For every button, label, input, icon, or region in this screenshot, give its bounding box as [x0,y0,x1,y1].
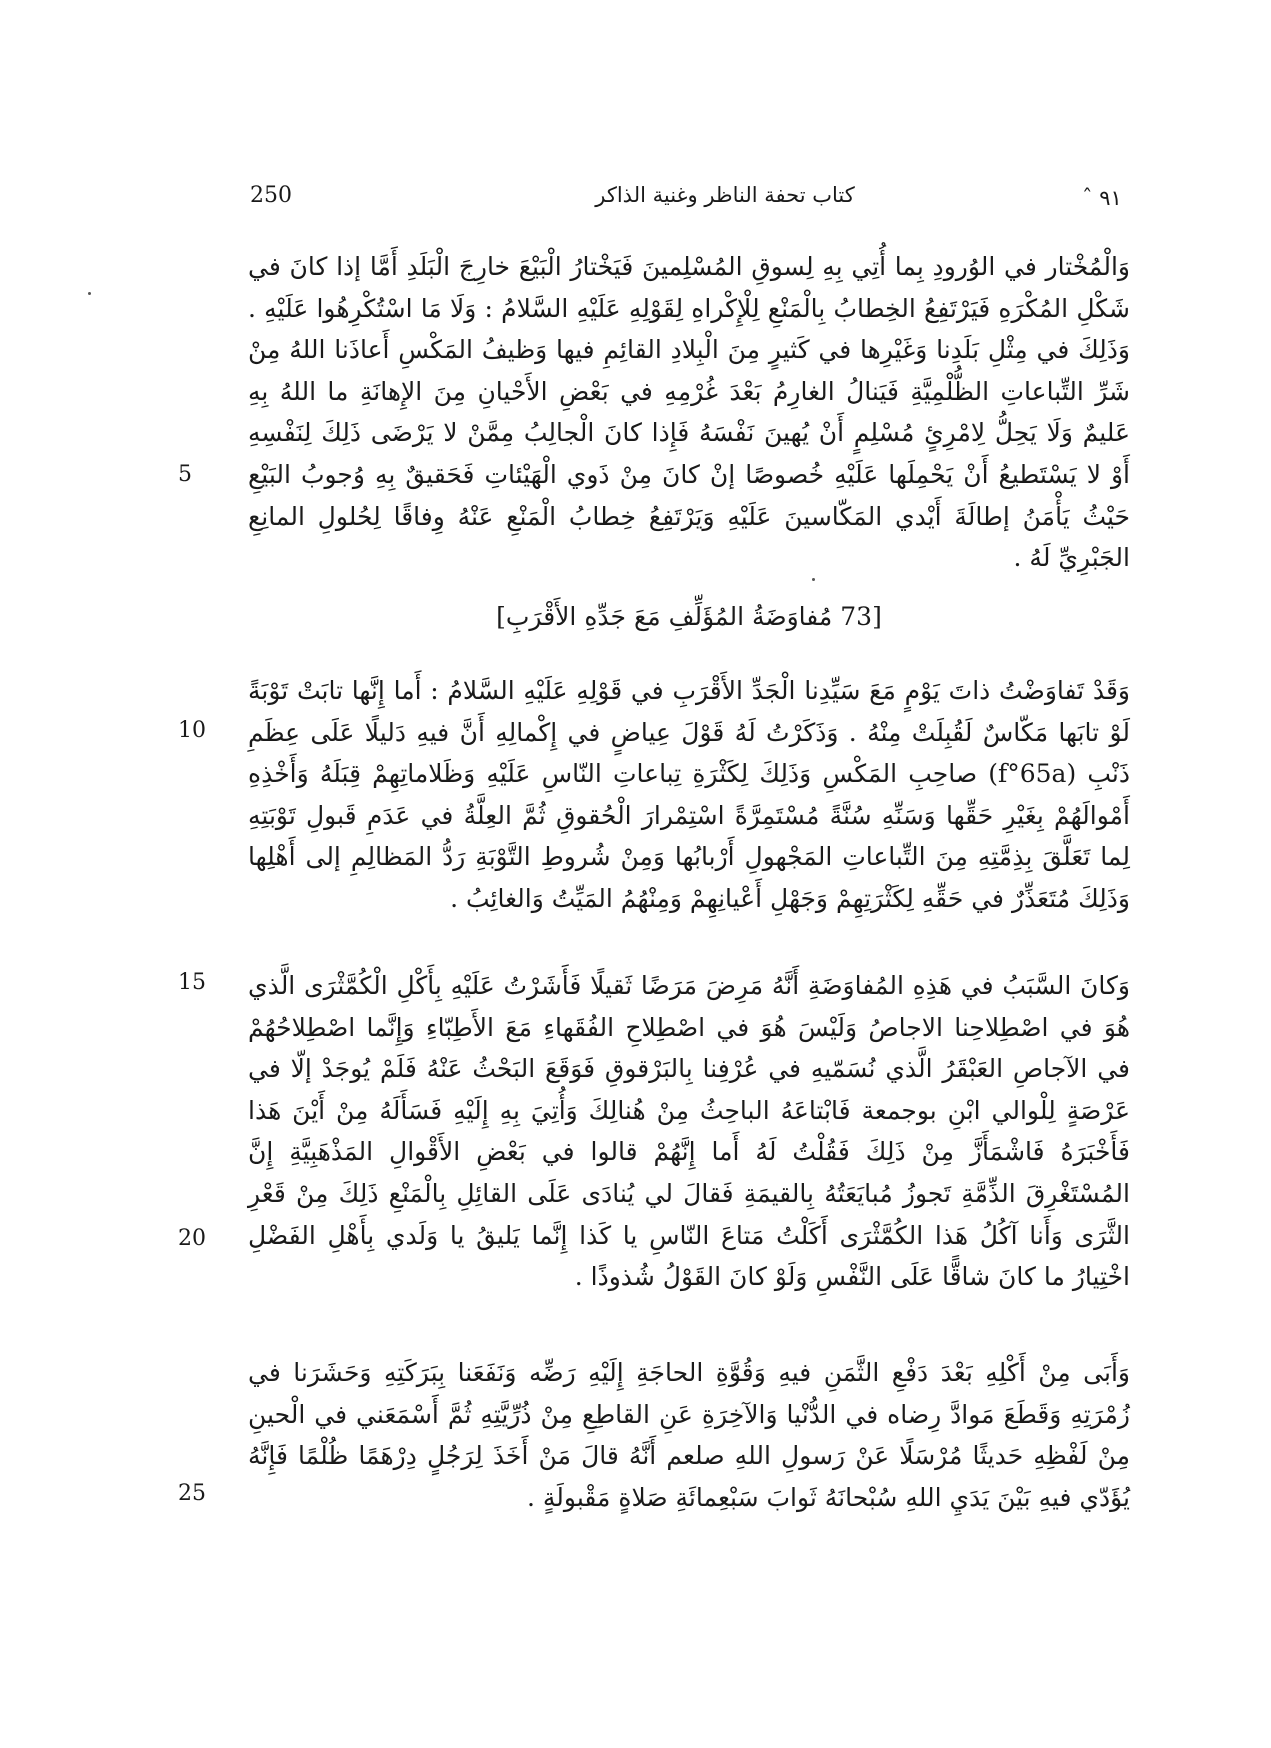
scan-speck [88,292,91,295]
line-number-20: 20 [178,1226,206,1251]
paragraph-1-text: وَالْمُخْتار في الوُرودِ بِما أُتِي بِهِ لِسوقِ المُسْلِمينَ فَيَخْتارُ الْبَيْعَ خارِجَ الْبَلَدِ أَمَّا إذا كانَ في شَكْلِ المُكْرَهِ فَيَرْتَفِعُ الخِطابُ بِالْمَنْعِ لِلْإِكْراهِ لِقَوْلِهِ عَلَيْهِ السَّلامُ : وَلَا مَا اسْتُكْرِهُوا عَلَيْهِ . وَذَلِكَ في مِثْلِ بَلَدِنا وَغَيْرِها في كَثيرٍ مِنَ الْبِلادِ القائِمِ فيها وَظيفُ المَكْسِ أَعاذَنا اللهُ مِنْ شَرِّ التِّباعاتِ الظُّلْمِيَّةِ فَيَنالُ الغارِمُ بَعْدَ غُرْمِهِ في بَعْضِ الأَحْيانِ مِنَ الإِهانَةِ ما اللهُ بِهِ عَليمٌ وَلَا يَحِلُّ لِامْرِئٍ مُسْلِمٍ أَنْ يُهينَ نَفْسَهُ فَإِذا كانَ الْجالِبُ مِمَّنْ لا يَرْضَى ذَلِكَ لِنَفْسِهِ أَوْ لا يَسْتَطيعُ أَنْ يَحْمِلَها عَلَيْهِ خُصوصًا إنْ كانَ مِنْ ذَوي الْهَيْئاتِ فَحَقيقٌ بِهِ وُجوبُ البَيْعِ حَيْثُ يَأْمَنُ إطالَةَ أَيْدي المَكّاسينَ عَلَيْهِ وَيَرْتَفِعُ خِطابُ الْمَنْعِ عَنْهُ وِفاقًا لِحُلولِ المانِعِ الجَبْرِيِّ لَهُ . [248,252,1130,573]
folio: ٩١ ˆ [1082,186,1122,210]
paragraph-3 [248,965,1130,1298]
page-number: 250 [250,183,292,208]
paragraph-4 [248,1352,1130,1518]
line-number-10: 10 [178,718,206,743]
section-heading: [73 مُفاوَضَةُ المُؤَلِّفِ مَعَ جَدِّهِ الأَقْرَبِ] [496,602,882,631]
line-number-15: 15 [178,970,206,995]
paragraph-3-text: وَكانَ السَّبَبُ في هَذِهِ المُفاوَضَةِ أَنَّهُ مَرِضَ مَرَضًا ثَقيلًا فَأَشَرْتُ عَلَيْهِ بِأَكْلِ الْكُمَّثْرَى الَّذي هُوَ في اصْطِلاحِنا الاجاصُ وَلَيْسَ هُوَ في اصْطِلاحِ الفُقَهاءِ مَعَ الأَطِبّاءِ وَإِنَّما اصْطِلاحُهُمْ في الآجاصِ العَبْقَرُ الَّذي نُسَمّيهِ في عُرْفِنا بِالبَرْقوقِ فَوَقَعَ البَحْثُ عَنْهُ فَلَمْ يُوجَدْ إلّا في عَرْصَةٍ لِلْوالي ابْنِ بوجمعة فَابْتاعَهُ الباحِثُ مِنْ هُنالِكَ وَأُتِيَ بِهِ إِلَيْهِ فَسَأَلَهُ مِنْ أَيْنَ هَذا فَأَخْبَرَهُ فَاشْمَأَزَّ مِنْ ذَلِكَ فَقُلْتُ لَهُ أَما إِنَّهُمْ قالوا في بَعْضِ الأَقْوالِ المَذْهَبِيَّةِ إِنَّ المُسْتَغْرِقَ الذِّمَّةِ تَجوزُ مُبايَعَتُهُ بِالقيمَةِ فَقالَ لي يُنادَى عَلَى القائِلِ بِالْمَنْعِ ذَلِكَ مِنْ قَعْرِ الثَّرَى وَأَنا آكُلُ هَذا الكُمَّثْرَى أَكَلْتُ مَتاعَ النّاسِ يا كَذا إِنَّما يَليقُ يا وَلَدي بِأَهْلِ الفَضْلِ اخْتِيارُ ما كانَ شاقًّا عَلَى النَّفْسِ وَلَوْ كانَ القَوْلُ شُذوذًا . [248,971,1130,1292]
paragraph-4-text: وَأَبَى مِنْ أَكْلِهِ بَعْدَ دَفْعِ الثَّمَنِ فيهِ وَقُوَّةِ الحاجَةِ إِلَيْهِ رَضِّه وَنَفَعَنا بِبَرَكَتِهِ وَحَشَرَنا في زُمْرَتِهِ وَقَطَعَ مَوادَّ رِضاه في الدُّنْيا وَالآخِرَةِ عَنِ القاطِعِ مِنْ ذُرِّيَّتِهِ ثُمَّ أَسْمَعَني في الْحينِ مِنْ لَفْظِهِ حَديثًا مُرْسَلًا عَنْ رَسولِ اللهِ صلعم أَنَّهُ قالَ مَنْ أَخَذَ لِرَجُلٍ دِرْهَمًا ظُلْمًا فَإِنَّهُ يُؤَدّي فيهِ بَيْنَ يَدَيِ اللهِ سُبْحانَهُ ثَوابَ سَبْعِمائَةِ صَلاةٍ مَقْبولَةٍ . [248,1358,1130,1512]
line-number-25: 25 [178,1481,206,1506]
running-head: كتاب تحفة الناظر وغنية الذاكر [595,183,855,207]
paragraph-2 [248,670,1130,920]
line-number-5: 5 [178,462,192,487]
paragraph-2-text: وَقَدْ تَفاوَضْتُ ذاتَ يَوْمٍ مَعَ سَيِّدِنا الْجَدِّ الأَقْرَبِ في قَوْلِهِ عَلَيْهِ السَّلامُ : أَما إِنَّها تابَتْ تَوْبَةً لَوْ تابَها مَكّاسٌ لَقُبِلَتْ مِنْهُ . وَذَكَرْتُ لَهُ قَوْلَ عِياضٍ في إِكْمالِهِ أَنَّ فيهِ دَليلًا عَلَى عِظَمِ ذَنْبِ (f°65a) صاحِبِ المَكْسِ وَذَلِكَ لِكَثْرَةِ تِباعاتِ النّاسِ عَلَيْهِ وَظَلاماتِهِمْ قِبَلَهُ وَأَخْذِهِ أَمْوالَهُمْ بِغَيْرِ حَقِّها وَسَنِّهِ سُنَّةً مُسْتَمِرَّةً اسْتِمْرارَ الْحُقوقِ ثُمَّ العِلَّةُ في عَدَمِ قَبولِ تَوْبَتِهِ لِما تَعَلَّقَ بِذِمَّتِهِ مِنَ التِّباعاتِ المَجْهولِ أَرْبابُها وَمِنْ شُروطِ التَّوْبَةِ رَدُّ المَظالِمِ إلى أَهْلِها وَذَلِكَ مُتَعَذِّرٌ في حَقِّهِ لِكَثْرَتِهِمْ وَجَهْلِ أَعْيانِهِمْ وَمِنْهُمُ المَيِّتُ وَالغائِبُ . [248,676,1131,913]
paragraph-1 [248,246,1130,579]
scan-speck [812,578,815,581]
